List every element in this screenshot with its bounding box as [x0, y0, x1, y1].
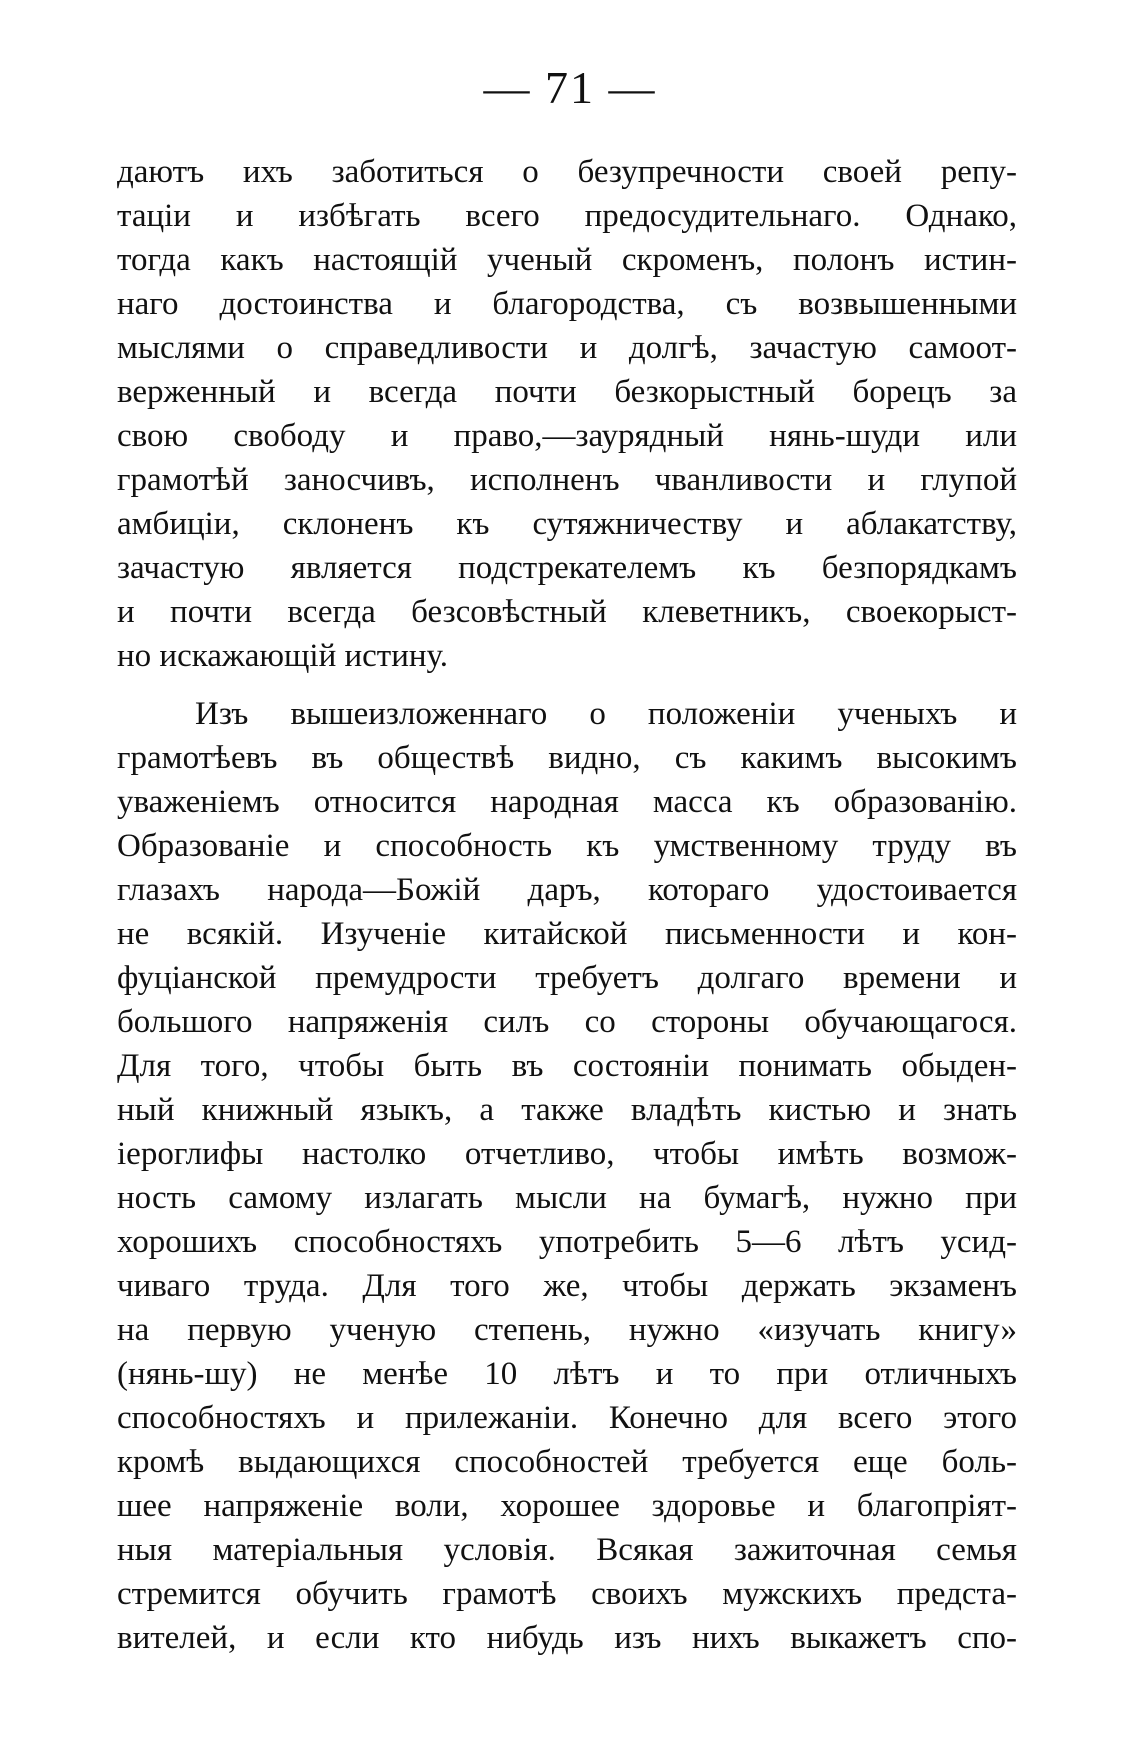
text-line: свою свободу и право,—заурядный нянь-шуди или	[117, 418, 1017, 454]
paragraph-1	[117, 150, 1017, 678]
text-line: тогда какъ настоящій ученый скроменъ, полонъ истин-	[117, 242, 1017, 278]
text-line: зачастую является подстрекателемъ къ безпорядкамъ	[117, 550, 1017, 586]
text-line: Изъ вышеизложеннаго о положеніи ученыхъ и	[195, 696, 1017, 732]
text-line: и почти всегда безсовѣстный клеветникъ, своекорыст-	[117, 594, 1017, 630]
text-line: ныя матеріальныя условія. Всякая зажиточная семья	[117, 1532, 1017, 1568]
text-line: хорошихъ способностяхъ употребить 5—6 лѣтъ усид-	[117, 1224, 1017, 1260]
text-line: на первую ученую степень, нужно «изучать книгу»	[117, 1312, 1017, 1348]
text-line: стремится обучить грамотѣ своихъ мужскихъ предста-	[117, 1576, 1017, 1612]
text-line: вителей, и если кто нибудь изъ нихъ выкажетъ спо-	[117, 1620, 1017, 1656]
text-line: фуціанской премудрости требуетъ долгаго времени и	[117, 960, 1017, 996]
text-line: шее напряженіе воли, хорошее здоровье и благопріят-	[117, 1488, 1017, 1524]
text-line: ность самому излагать мысли на бумагѣ, нужно при	[117, 1180, 1017, 1216]
paragraph-2	[117, 692, 1017, 1660]
text-line: Образованіе и способность къ умственному труду въ	[117, 828, 1017, 864]
text-line: іероглифы настолко отчетливо, чтобы имѣть возмож-	[117, 1136, 1017, 1172]
text-line: кромѣ выдающихся способностей требуется еще боль-	[117, 1444, 1017, 1480]
text-line: амбиціи, склоненъ къ сутяжничеству и аблакатству,	[117, 506, 1017, 542]
text-line: мыслями о справедливости и долгѣ, зачастую самоот-	[117, 330, 1017, 366]
text-line: но искажающій истину.	[117, 638, 448, 674]
text-line: глазахъ народа—Божій даръ, котораго удостоивается	[117, 872, 1017, 908]
text-line: Для того, чтобы быть въ состояніи понимать обыден-	[117, 1048, 1017, 1084]
text-line: (нянь-шу) не менѣе 10 лѣтъ и то при отличныхъ	[117, 1356, 1017, 1392]
text-line: даютъ ихъ заботиться о безупречности своей репу-	[117, 154, 1017, 190]
text-line: грамотѣевъ въ обществѣ видно, съ какимъ высокимъ	[117, 740, 1017, 776]
text-line: уваженіемъ относится народная масса къ образованію.	[117, 784, 1017, 820]
text-line: ный книжный языкъ, а также владѣть кистью и знать	[117, 1092, 1017, 1128]
text-line: чиваго труда. Для того же, чтобы держать экзаменъ	[117, 1268, 1017, 1304]
text-line: не всякій. Изученіе китайской письменности и кон-	[117, 916, 1017, 952]
text-line: таціи и избѣгать всего предосудительнаго. Однако,	[117, 198, 1017, 234]
text-line: грамотѣй заносчивъ, исполненъ чванливости и глупой	[117, 462, 1017, 498]
text-line: верженный и всегда почти безкорыстный борецъ за	[117, 374, 1017, 410]
text-line: большого напряженія силъ со стороны обучающагося.	[117, 1004, 1017, 1040]
text-line: наго достоинства и благородства, съ возвышенными	[117, 286, 1017, 322]
page-number: — 71 —	[483, 62, 657, 113]
text-line: способностяхъ и прилежаніи. Конечно для всего этого	[117, 1400, 1017, 1436]
